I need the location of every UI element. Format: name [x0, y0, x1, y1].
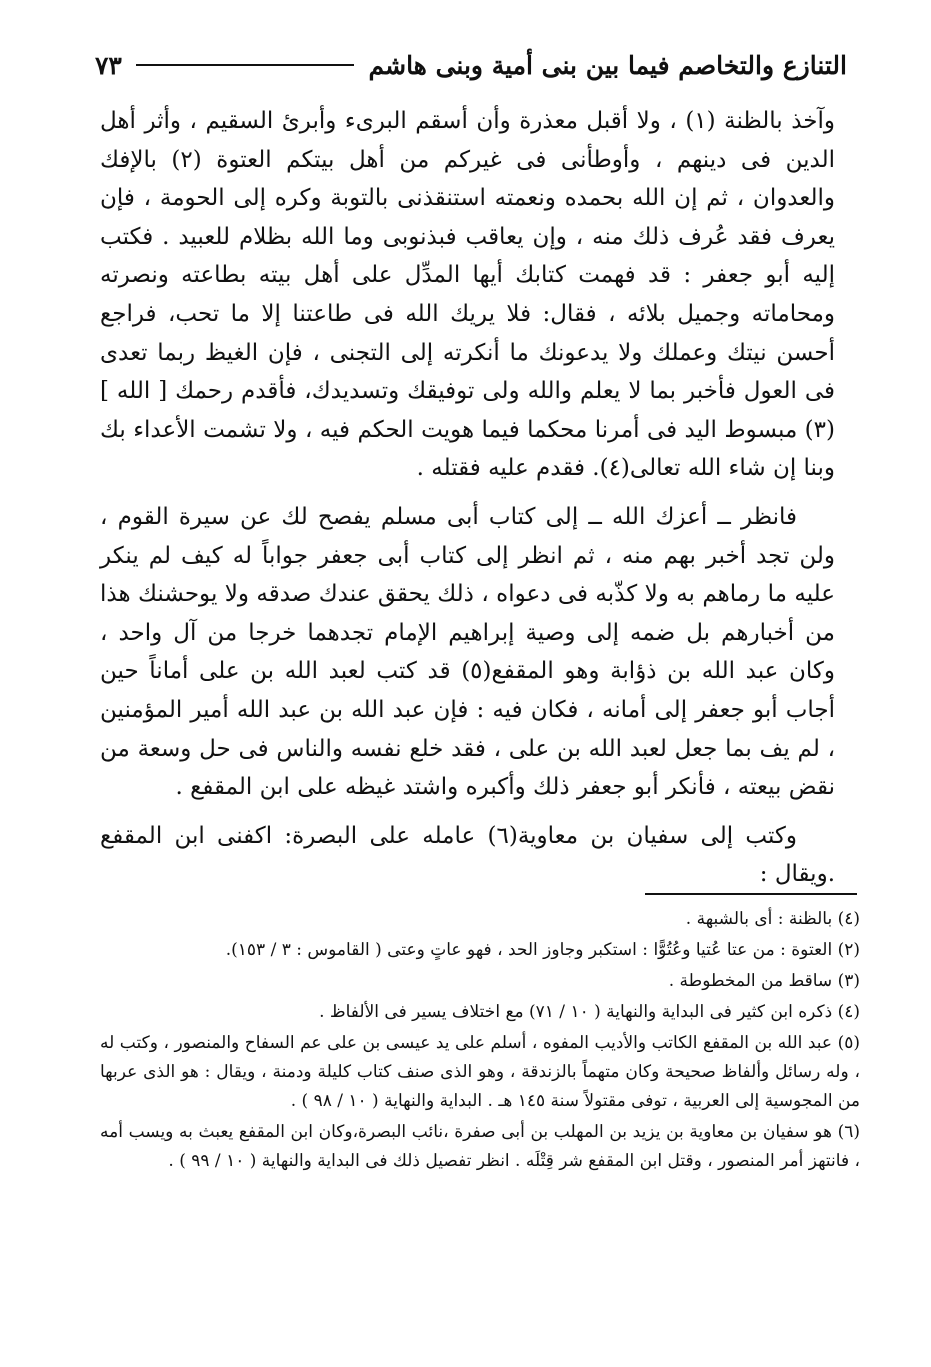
paragraph-3: وكتب إلى سفيان بن معاوية(٦) عامله على البصرة: اكفنى ابن المقفع .ويقال :: [100, 822, 835, 888]
footnote-6: (٦) هو سفيان بن معاوية بن يزيد بن المهلب بن أبى صفرة ،نائب البصرة،وكان ابن المقفع يعبث به ويسب أمه ، فانتهز أمر المنصور ، وقتل ابن المقفع شر قِتْلَه . انظر تفصيل ذلك فى البداية والنهاية ( ١٠ / ٩٩ ) .: [100, 1122, 860, 1171]
footnote-2: (٢) العتوة : من عتا عُتيا وعُتُوًّا : استكبر وجاوز الحد ، فهو عاتٍ وعتى ( القاموس : ٣ / ١٥٣).: [225, 940, 860, 960]
footnote-4: (٤) ذكره ابن كثير فى البداية والنهاية ( ١٠ / ٧١) مع اختلاف يسير فى الألفاظ .: [319, 1002, 860, 1022]
footnote-3: (٣) ساقط من المخطوطة .: [668, 971, 860, 991]
paragraph-2: فانظر ــ أعزك الله ــ إلى كتاب أبى مسلم يفصح لك عن سيرة القوم ، ولن تجد أخبر بهم منه ، ثم انظر إلى كتاب أبى جعفر جواباً له كيف لم ينكر عليه ما رماهم به ولا كذّبه فى دعواه ، ذلك يحقق عندك صدقه ولا يوحشنك هذا من أخبارهم بل ضمه إلى وصية إبراهيم الإمام تجدهما خرجا من آل واحد ، وكان عبد الله بن ذؤابة وهو المقفع(٥) قد كتب لعبد الله بن على أماناً حين أجاب أبو جعفر إلى أمانه ، فكان فيه : فإن عبد الله بن عبد الله أمير المؤمنين ، لم يف بما جعل لعبد الله بن على ، فقد خلع نفسه والناس فى حل وسعة من نقض بيعته ، فأنكر أبو جعفر ذلك وأكبره واشتد غيظه على ابن المقفع .: [100, 503, 835, 801]
footnote-5: (٥) عبد الله بن المقفع الكاتب والأديب المفوه ، أسلم على يد عيسى بن على عم السفاح والمنصور ، وكتب له ، وله رسائل وألفاظ صحيحة وكان متهماً بالزندقة ، وهو الذى صنف كتاب كليلة ودمنة ، ويقال : هو الذى عربها من المجوسية إلى العربية ، توفى مقتولاً سنة ١٤٥ هـ . البداية والنهاية ( ١٠ / ٩٨ ) .: [100, 1033, 860, 1111]
running-title: التنازع والتخاصم فيما بين بنى أمية وبنى هاشم: [368, 50, 847, 80]
footnote-separator: [645, 893, 857, 895]
footnote-1: (٤) بالظنة : أى بالشبهة .: [685, 909, 860, 929]
footnotes: [100, 905, 860, 1176]
page-number: ٧٣: [95, 50, 122, 80]
main-text: [100, 102, 835, 894]
page-header: [95, 42, 847, 88]
paragraph-1: وآخذ بالظنة (١) ، ولا أقبل معذرة وأن أسقم البرىء وأبرئ السقيم ، وأثر أهل الدين فى دينهم ، وأوطأنى فى غيركم من أهل بيتكم العتوة (٢) بالإفك والعدوان ، ثم إن الله بحمده ونعمته استنقذنى بالتوبة وكره إلى الحومة ، فإن يعرف فقد عُرف ذلك منه ، وإن يعاقب فبذنوبى وما الله بظلام للعبيد . فكتب إليه أبو جعفر : قد فهمت كتابك أيها المدِّل على أهل بيته بطاعته ونصرته ومحاماته وجميل بلائه ، فقال: فلا يريك الله فى طاعتنا إلا ما تحب، فراجع أحسن نيتك وعملك ولا يدعونك ما أنكرته إلى التجنى ، فإن الغيظ ربما تعدى فى العول فأخبر بما لا يعلم والله ولى توفيقك وتسديدك، فأقدم رحمك [ الله ](٣) مبسوط اليد فى أمرنا محكما فيما هويت الحكم فيه ، ولا تشمت الأعداء بك وبنا إن شاء الله تعالى(٤). فقدم عليه فقتله .: [100, 108, 835, 482]
header-rule: [136, 64, 355, 66]
